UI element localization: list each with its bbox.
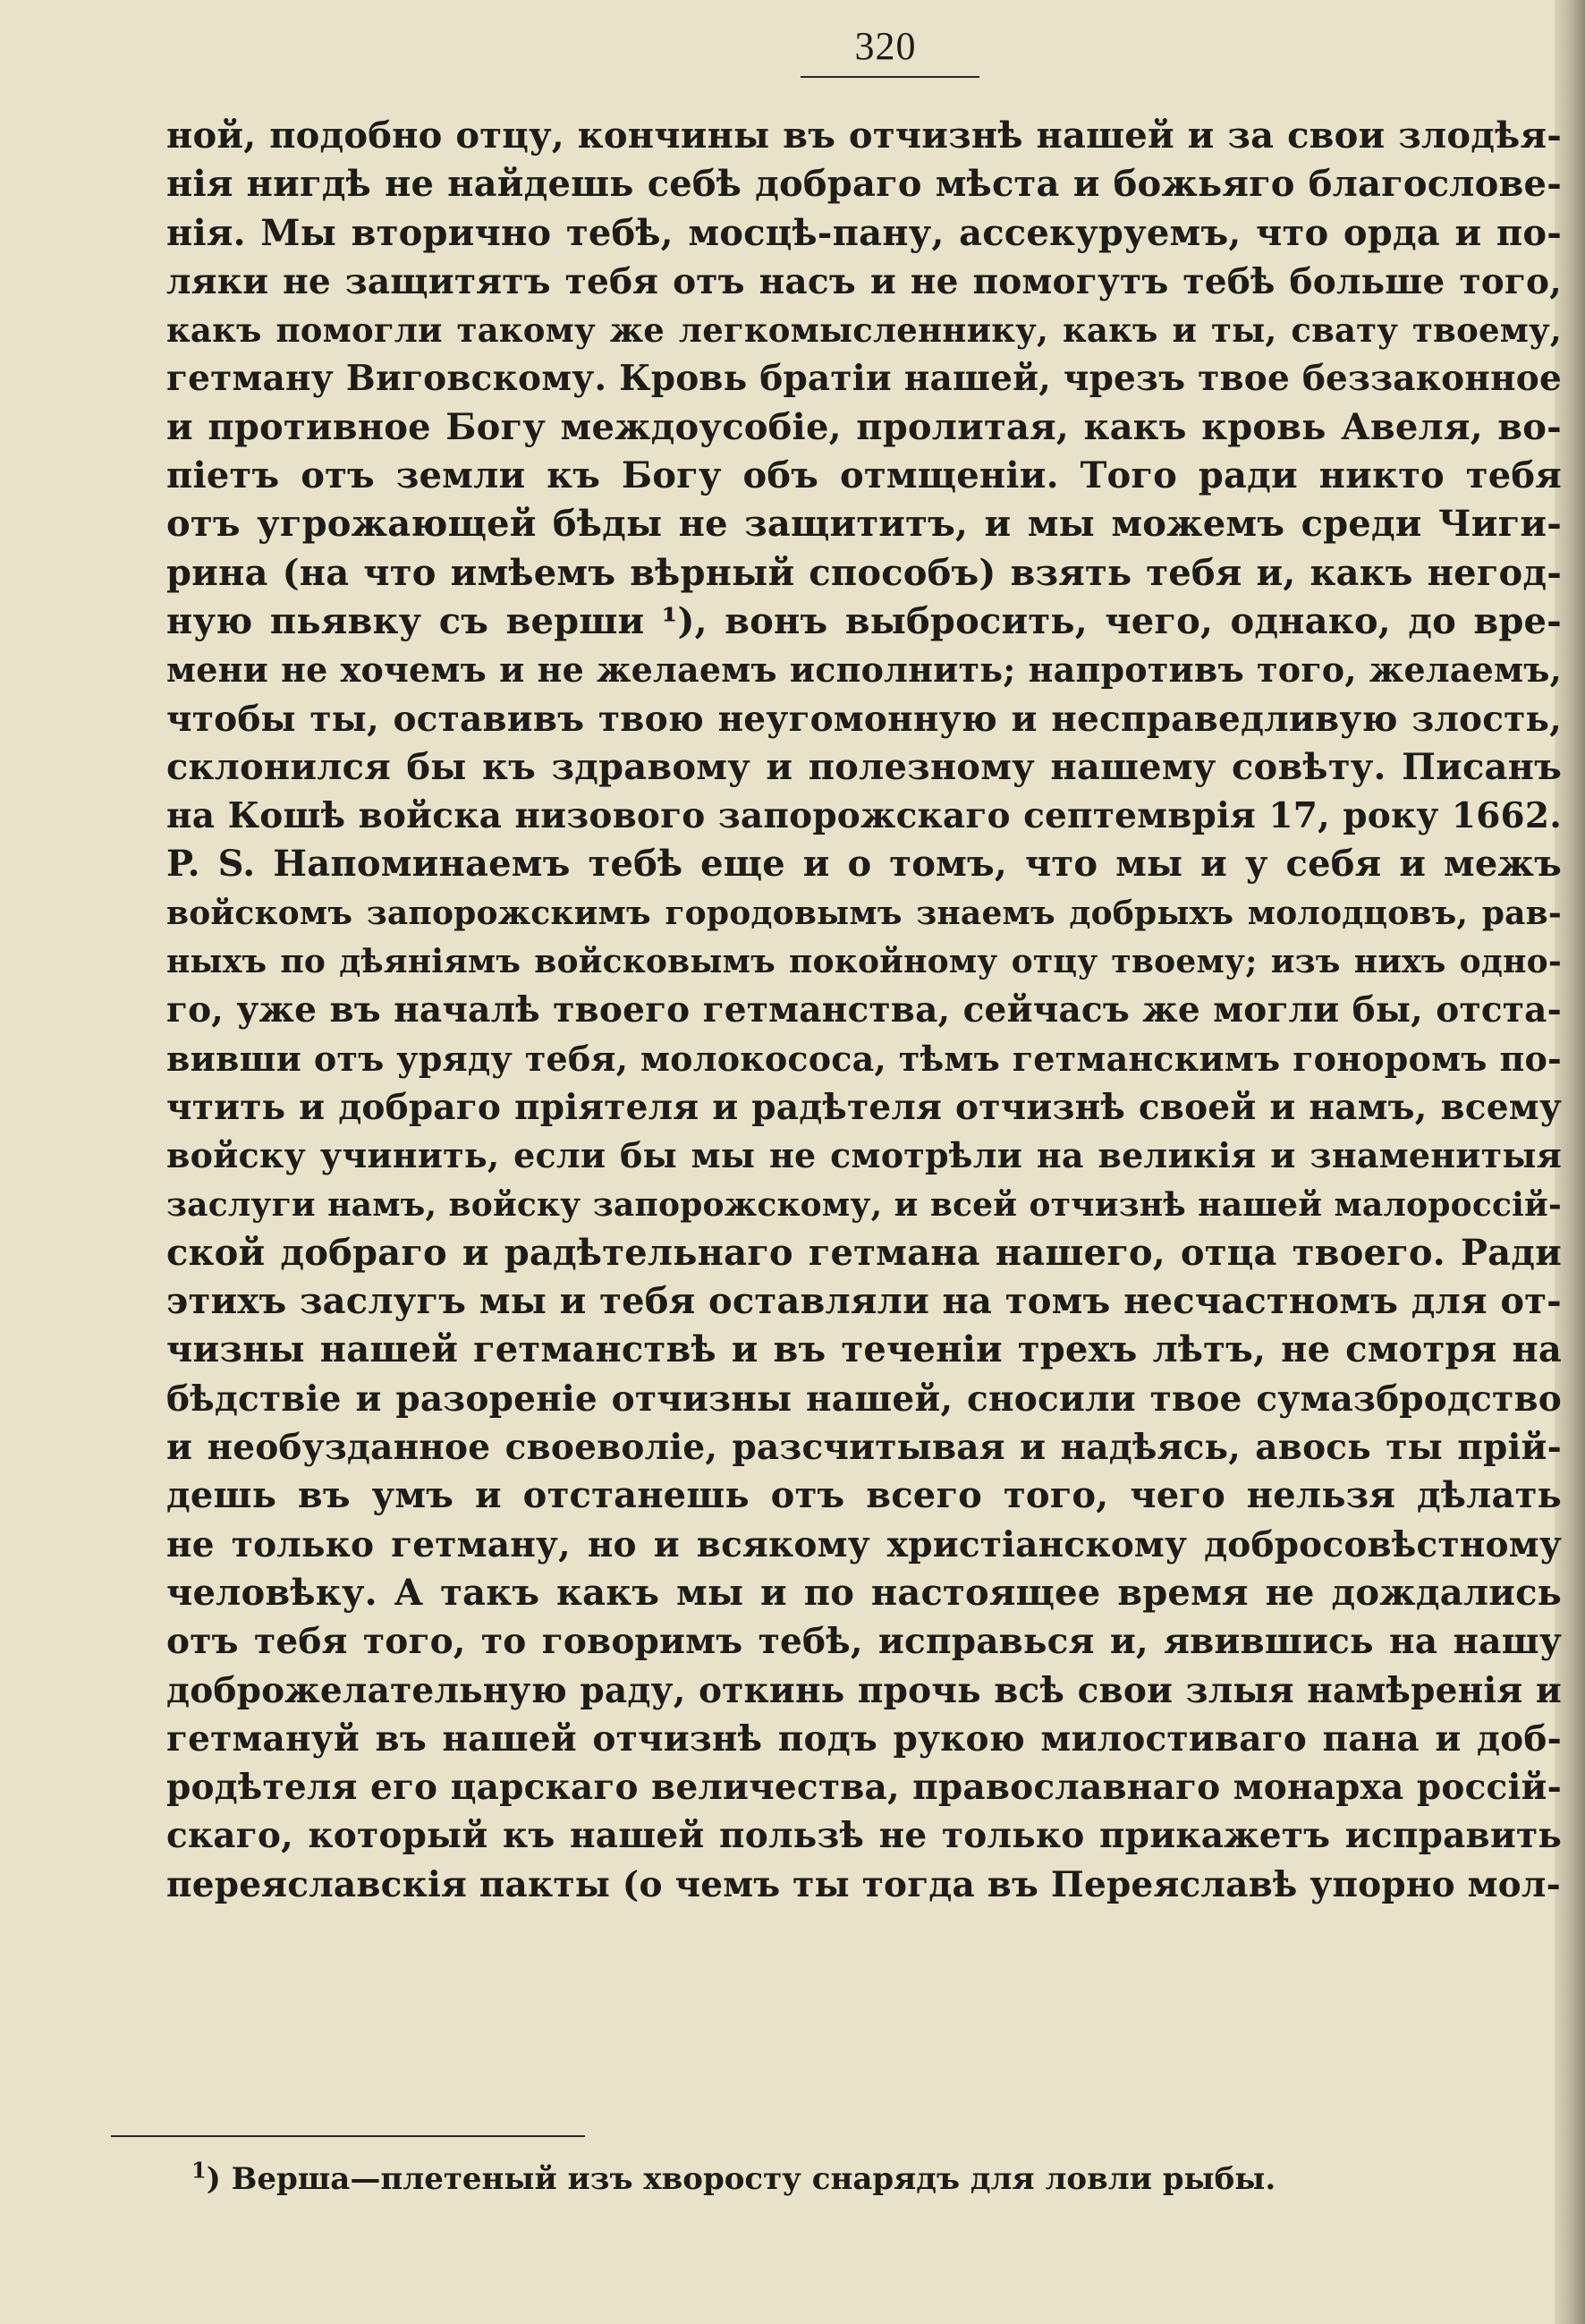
page-number-rule [801, 76, 979, 78]
text-line: склонился бы къ здравому и полезному нашему совѣту. Писанъ [166, 745, 1562, 788]
text-line: гетмануй въ нашей отчизнѣ подъ рукою милостиваго пана и доб- [166, 1718, 1562, 1760]
text-line: піетъ отъ земли къ Богу объ отмщеніи. Того ради никто тебя [166, 454, 1562, 497]
text-line: какъ помогли такому же легкомысленнику, какъ и ты, свату твоему, [166, 310, 1562, 351]
text-line: и необузданное своеволіе, разсчитывая и надѣясь, авось ты прій- [166, 1427, 1562, 1469]
text-line: чтобы ты, оставивъ твою неугомонную и несправедливую злость, [166, 698, 1562, 740]
text-line: не только гетману, но и всякому христіанскому добросовѣстному [166, 1523, 1562, 1565]
footnote-text: ) Верша—плетеный изъ хворосту снарядъ для ловли рыбы. [206, 2161, 1276, 2197]
text-line: войску учинить, если бы мы не смотрѣли на великія и знаменитыя [166, 1135, 1562, 1176]
text-line: бѣдствіе и разореніе отчизны нашей, сносили твое сумазбродство [166, 1378, 1562, 1420]
text-line: на Кошѣ войска низового запорожскаго септемврія 17, року 1662. [166, 795, 1562, 837]
text-line: и противное Богу междоусобіе, пролитая, какъ кровь Авеля, во- [166, 405, 1562, 448]
text-line: этихъ заслугъ мы и тебя оставляли на томъ несчастномъ для от- [166, 1280, 1562, 1323]
text-line: заслуги намъ, войску запорожскому, и всей отчизнѣ нашей малороссій- [166, 1185, 1562, 1224]
text-line: ную пьявку съ верши ¹), вонъ выбросить, чего, однако, до вре- [166, 599, 1562, 642]
text-line: ныхъ по дѣяніямъ войсковымъ покойному отцу твоему; изъ нихъ одно- [166, 943, 1562, 981]
text-line: чтить и добраго пріятеля и радѣтеля отчизнѣ своей и намъ, всему [166, 1086, 1562, 1128]
text-line: переяславскія пакты (о чемъ ты тогда въ Переяславѣ упорно мол- [166, 1863, 1561, 1905]
footnote-marker: 1 [191, 2157, 207, 2184]
text-line: ляки не защитятъ тебя отъ насъ и не помогутъ тебѣ больше того, [166, 260, 1562, 302]
text-line: отъ тебя того, то говоримъ тебѣ, исправься и, явившись на нашу [166, 1621, 1562, 1663]
text-line: родѣтеля его царскаго величества, православнаго монарха россій- [166, 1767, 1562, 1809]
text-line: доброжелательную раду, откинь прочь всѣ свои злыя намѣренія и [166, 1669, 1562, 1711]
text-line: человѣку. А такъ какъ мы и по настоящее время не дождались [166, 1571, 1562, 1614]
text-line: чизны нашей гетманствѣ и въ теченіи трехъ лѣтъ, не смотря на [166, 1328, 1562, 1371]
text-line: го, уже въ началѣ твоего гетманства, сейчасъ же могли бы, отста- [166, 989, 1562, 1031]
text-line: скаго, который къ нашей пользѣ не только прикажетъ исправить [166, 1815, 1562, 1857]
text-line: нія нигдѣ не найдешь себѣ добраго мѣста и божьяго благослове- [166, 163, 1562, 206]
text-line: отъ угрожающей бѣды не защититъ, и мы можемъ среди Чиги- [166, 503, 1562, 546]
text-line: гетману Виговскому. Кровь братіи нашей, чрезъ твое беззаконное [166, 358, 1562, 400]
text-line: рина (на что имѣемъ вѣрный способъ) взять тебя и, какъ негод- [166, 551, 1562, 594]
body-text [166, 112, 1562, 1909]
text-line: ской добраго и радѣтельнаго гетмана нашего, отца твоего. Ради [166, 1231, 1562, 1274]
footnote [191, 2159, 1354, 2199]
text-line: дешь въ умъ и отстанешь отъ всего того, чего нельзя дѣлать [166, 1474, 1562, 1517]
footnote-rule [111, 2135, 585, 2137]
page-number: 320 [854, 24, 917, 68]
text-line: вивши отъ уряду тебя, молокососа, тѣмъ гетманскимъ гоноромъ по- [166, 1038, 1562, 1079]
text-line: мени не хочемъ и не желаемъ исполнить; напротивъ того, желаемъ, [166, 649, 1562, 691]
text-line: войскомъ запорожскимъ городовымъ знаемъ добрыхъ молодцовъ, рав- [166, 894, 1562, 932]
text-line: нія. Мы вторично тебѣ, мосцѣ-пану, ассекуруемъ, что орда и по- [166, 211, 1562, 254]
text-line: P. S. Напоминаемъ тебѣ еще и о томъ, что мы и у себя и межъ [166, 843, 1562, 886]
text-line: ной, подобно отцу, кончины въ отчизнѣ нашей и за свои злодѣя- [166, 115, 1562, 157]
